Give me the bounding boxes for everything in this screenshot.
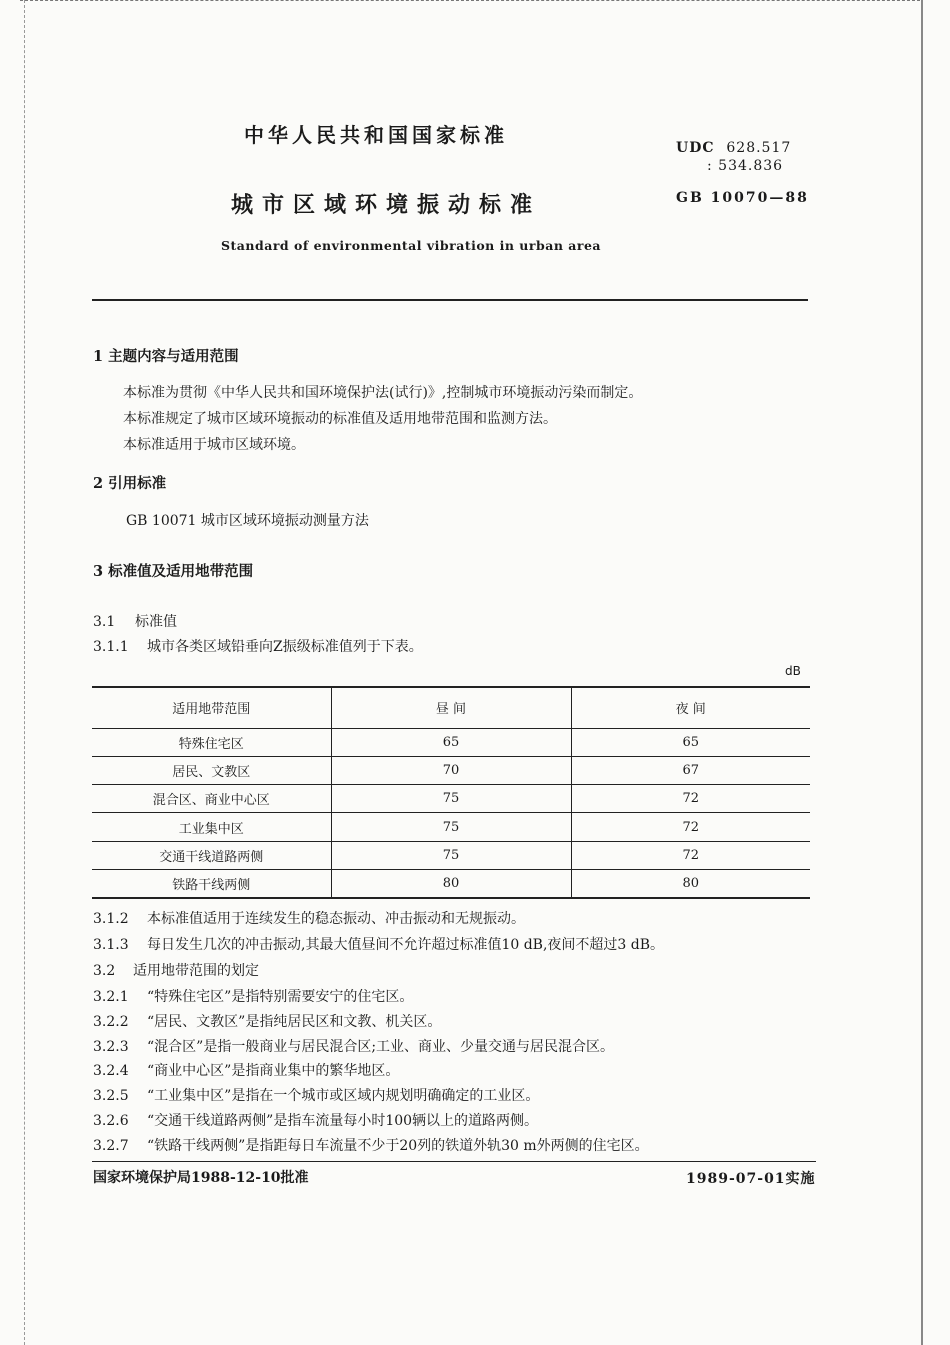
night-value-cell: 72 [682,791,700,807]
table-row [92,869,810,897]
area-cell: 工业集中区 [92,813,331,841]
table-row [92,813,810,841]
item-number: 3.2.3 [93,1039,129,1055]
day-value-cell: 65 [331,728,571,756]
standard-values-table [92,686,810,899]
scan-edge-top [20,0,920,1]
header-rule [92,299,808,301]
item-number: 3.2.4 [93,1063,129,1079]
column-header-night: 夜 间 [675,702,706,718]
section-1-paragraph-3: 本标准适用于城市区域环境。 [123,437,305,453]
item-text: “商业中心区”是指商业集中的繁华地区。 [147,1063,400,1079]
udc-label: UDC [676,140,715,156]
item-number: 3.1.1 [93,639,129,655]
clause-item [93,1060,399,1080]
table-row [92,785,810,813]
clause-item [93,1085,539,1105]
area-cell: 交通干线道路两侧 [92,841,331,869]
area-cell: 铁路干线两侧 [92,869,331,897]
item-text: 本标准值适用于连续发生的稳态振动、冲击振动和无规振动。 [147,911,525,927]
udc-value-2: : 534.836 [707,158,784,174]
area-cell: 特殊住宅区 [92,728,331,756]
day-value-cell: 75 [331,813,571,841]
udc-code [676,140,791,156]
column-header-day: 昼 间 [331,687,571,728]
clause-item [93,986,413,1006]
night-value-cell: 72 [682,847,700,863]
effective-date: 1989-07-01实施 [686,1171,816,1187]
section-1-paragraph-1: 本标准为贯彻《中华人民共和国环境保护法(试行)》,控制城市环境振动污染而制定。 [123,385,643,401]
item-text: 城市各类区域铅垂向Z振级标准值列于下表。 [147,639,423,655]
area-cell: 居民、文教区 [92,756,331,784]
scan-edge-left [24,0,25,1345]
table-row [92,756,810,784]
footer-rule [92,1161,816,1162]
clause-item [93,1135,649,1155]
day-value-cell: 75 [331,841,571,869]
item-number: 3.2.5 [93,1088,129,1104]
subsection-3-1-1 [93,636,423,656]
item-number: 3.1.3 [93,937,129,953]
item-number: 3.2.1 [93,989,129,1005]
reference-standard: GB 10071 城市区域环境振动测量方法 [126,513,369,529]
column-header-area: 适用地带范围 [92,687,331,728]
table-unit: dB [785,664,801,678]
section-1-heading: 1 主题内容与适用范围 [93,348,239,365]
night-value-cell: 67 [682,762,700,778]
item-text: “混合区”是指一般商业与居民混合区;工业、商业、少量交通与居民混合区。 [147,1039,615,1055]
udc-value-1: 628.517 [726,140,792,156]
item-text: “居民、文教区”是指纯居民区和文教、机关区。 [147,1014,442,1030]
table-row [92,728,810,756]
item-text: “交通干线道路两侧”是指车流量每小时100辆以上的道路两侧。 [147,1113,539,1129]
clause-item [93,1110,538,1130]
gb-code: GB 10070—88 [676,190,809,206]
item-text: 适用地带范围的划定 [133,963,259,979]
night-value-cell: 65 [682,734,700,750]
item-number: 3.2.7 [93,1138,129,1154]
approval-note: 国家环境保护局1988-12-10批准 [93,1170,309,1186]
item-number: 3.1 [93,614,116,630]
item-text: “铁路干线两侧”是指距每日车流量不少于20列的铁道外轨30 m外两侧的住宅区。 [147,1138,649,1154]
item-number: 3.2.2 [93,1014,129,1030]
clause-item [93,908,525,928]
clause-item [93,934,664,954]
day-value-cell: 70 [331,756,571,784]
table-header-row [92,687,810,728]
section-1-paragraph-2: 本标准规定了城市区域环境振动的标准值及适用地带范围和监测方法。 [123,411,557,427]
document-title: 城市区域环境振动标准 [231,192,542,218]
clause-item [93,1011,441,1031]
table-row [92,841,810,869]
section-3-heading: 3 标准值及适用地带范围 [93,563,254,580]
day-value-cell: 75 [331,785,571,813]
night-value-cell: 80 [682,875,700,891]
item-text: “工业集中区”是指在一个城市或区域内规划明确确定的工业区。 [147,1088,540,1104]
clause-item [93,1036,614,1056]
clause-item [93,960,259,980]
scan-edge-right [921,0,923,1345]
document-title-english: Standard of environmental vibration in urban area [221,238,601,253]
day-value-cell: 80 [331,869,571,897]
item-number: 3.2.6 [93,1113,129,1129]
country-standard-heading: 中华人民共和国国家标准 [244,123,508,147]
item-text: 标准值 [135,614,177,630]
item-number: 3.1.2 [93,911,129,927]
night-value-cell: 72 [682,819,700,835]
item-number: 3.2 [93,963,116,979]
item-text: “特殊住宅区”是指特别需要安宁的住宅区。 [147,989,414,1005]
subsection-3-1 [93,611,177,631]
item-text: 每日发生几次的冲击振动,其最大值昼间不允许超过标准值10 dB,夜间不超过3 dB。 [147,937,665,953]
area-cell: 混合区、商业中心区 [92,785,331,813]
section-2-heading: 2 引用标准 [93,475,167,492]
